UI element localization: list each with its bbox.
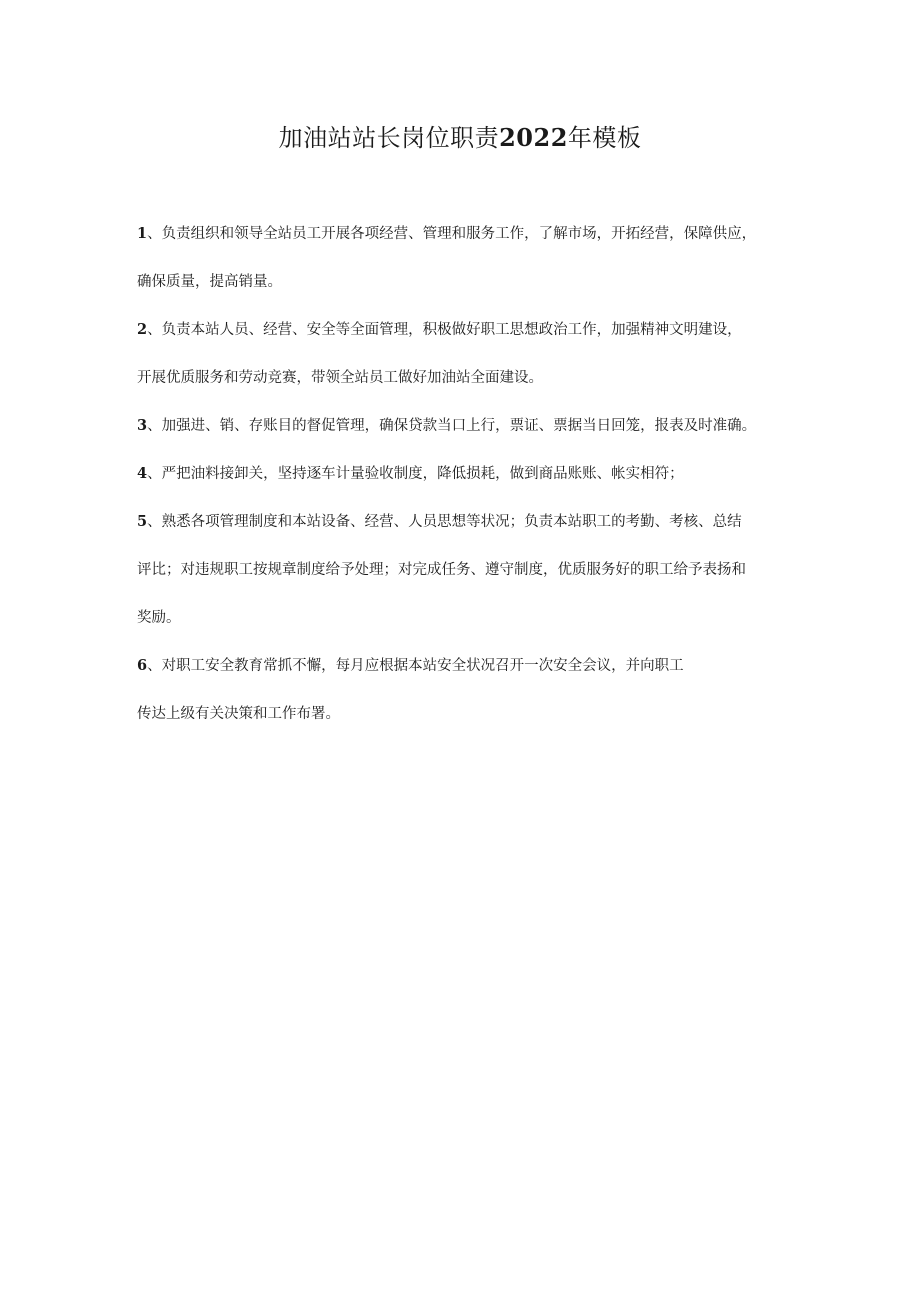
duty-line: 开展优质服务和劳动竞赛，带领全站员工做好加油站全面建设。 bbox=[137, 370, 543, 386]
duty-number: 4 bbox=[137, 465, 148, 482]
duty-item-6 bbox=[137, 642, 797, 738]
duty-line: 确保质量，提高销量。 bbox=[137, 274, 282, 290]
duty-line bbox=[137, 642, 797, 690]
duty-text: 、加强进、销、存账目的督促管理，确保贷款当口上行，票证、票据当日回笼，报表及时准确。 bbox=[147, 418, 757, 434]
duty-item-3 bbox=[137, 402, 797, 450]
duty-line bbox=[137, 306, 797, 354]
duty-number: 3 bbox=[137, 417, 148, 434]
duty-line: 传达上级有关决策和工作布署。 bbox=[137, 706, 340, 722]
duty-number: 5 bbox=[137, 513, 148, 530]
duty-number: 6 bbox=[137, 657, 148, 674]
title-year: 2022 bbox=[499, 123, 568, 152]
duty-text: 、对职工安全教育常抓不懈，每月应根据本站安全状况召开一次安全会议，并向职工 bbox=[147, 658, 684, 674]
duty-text: 、严把油料接卸关，坚持逐车计量验收制度，降低损耗，做到商品账账、帐实相符； bbox=[147, 466, 684, 482]
duty-line: 评比；对违规职工按规章制度给予处理；对完成任务、遵守制度，优质服务好的职工给予表扬和 bbox=[137, 562, 746, 578]
duty-item-1 bbox=[137, 210, 797, 306]
duty-line bbox=[137, 498, 797, 546]
duty-text: 、负责本站人员、经营、安全等全面管理，积极做好职工思想政治工作，加强精神文明建设， bbox=[147, 322, 742, 338]
title-suffix: 年模板 bbox=[567, 124, 642, 152]
document-body bbox=[137, 210, 797, 738]
duty-item-4 bbox=[137, 450, 797, 498]
duty-item-2 bbox=[137, 306, 797, 402]
duty-item-5 bbox=[137, 498, 797, 642]
duty-line bbox=[137, 450, 797, 498]
document-title bbox=[0, 118, 920, 158]
duty-line bbox=[137, 402, 797, 450]
duty-line bbox=[137, 210, 797, 258]
duty-number: 2 bbox=[137, 321, 148, 338]
duty-text: 、负责组织和领导全站员工开展各项经营、管理和服务工作，了解市场，开拓经营，保障供应， bbox=[147, 226, 757, 242]
duty-line: 奖励。 bbox=[137, 610, 181, 626]
title-main: 加油站站长岗位职责 bbox=[278, 124, 500, 152]
duty-number: 1 bbox=[137, 225, 148, 242]
duty-text: 、熟悉各项管理制度和本站设备、经营、人员思想等状况；负责本站职工的考勤、考核、总结 bbox=[147, 514, 742, 530]
